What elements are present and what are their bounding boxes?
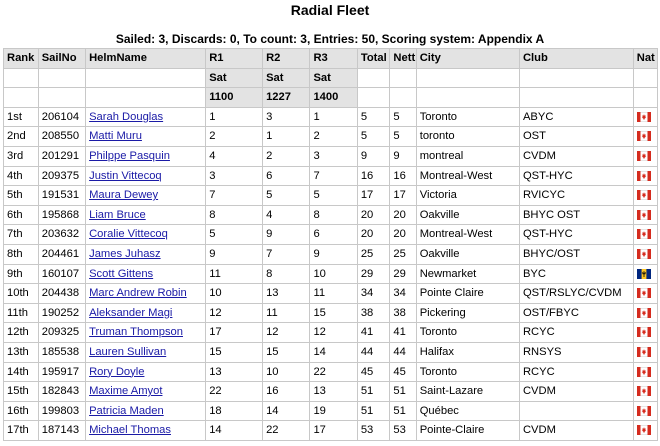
col-nat: Nat bbox=[634, 49, 657, 68]
city-cell: Montreal-West bbox=[417, 167, 519, 186]
sailno-cell: 209375 bbox=[39, 167, 85, 186]
total-cell: 53 bbox=[358, 421, 390, 440]
sailno-cell: 204461 bbox=[39, 245, 85, 264]
sailno-cell: 199803 bbox=[39, 402, 85, 421]
nat-cell bbox=[634, 245, 657, 264]
col-club: Club bbox=[520, 49, 633, 68]
r3-cell: 14 bbox=[310, 343, 356, 362]
r3-cell: 19 bbox=[310, 402, 356, 421]
r1-cell: 14 bbox=[206, 421, 262, 440]
city-cell: Montreal-West bbox=[417, 225, 519, 244]
total-cell: 51 bbox=[358, 402, 390, 421]
helm-cell bbox=[86, 186, 205, 205]
series-summary: Sailed: 3, Discards: 0, To count: 3, Entries: 50, Scoring system: Appendix A bbox=[115, 32, 545, 46]
club-cell: BHYC/OST bbox=[520, 245, 633, 264]
total-cell: 44 bbox=[358, 343, 390, 362]
barbados-flag-icon bbox=[637, 269, 651, 279]
rank-cell: 6th bbox=[4, 206, 38, 225]
helm-link[interactable]: Lauren Sullivan bbox=[89, 345, 167, 358]
r2-cell: 4 bbox=[263, 206, 309, 225]
sailno-cell: 187143 bbox=[39, 421, 85, 440]
r2-cell: 9 bbox=[263, 225, 309, 244]
nett-cell: 45 bbox=[390, 363, 415, 382]
header-row bbox=[4, 49, 657, 68]
total-cell: 45 bbox=[358, 363, 390, 382]
city-cell: Toronto bbox=[417, 108, 519, 127]
rank-cell: 3rd bbox=[4, 147, 38, 166]
sailno-cell: 182843 bbox=[39, 382, 85, 401]
helm-cell bbox=[86, 127, 205, 146]
table-row bbox=[4, 206, 657, 225]
club-cell: OST/FBYC bbox=[520, 304, 633, 323]
r2-cell: 15 bbox=[263, 343, 309, 362]
nat-cell bbox=[634, 225, 657, 244]
club-cell: QST-HYC bbox=[520, 167, 633, 186]
nett-cell: 17 bbox=[390, 186, 415, 205]
sailno-cell: 203632 bbox=[39, 225, 85, 244]
r1-cell: 10 bbox=[206, 284, 262, 303]
table-row bbox=[4, 265, 657, 284]
canada-flag-icon bbox=[637, 288, 651, 298]
total-cell: 51 bbox=[358, 382, 390, 401]
table-row bbox=[4, 382, 657, 401]
sailno-cell: 201291 bbox=[39, 147, 85, 166]
r2-cell: 12 bbox=[263, 323, 309, 342]
nat-cell bbox=[634, 167, 657, 186]
city-cell: Pointe-Claire bbox=[417, 421, 519, 440]
r3-cell: 2 bbox=[310, 127, 356, 146]
r1-cell: 22 bbox=[206, 382, 262, 401]
r3-cell: 3 bbox=[310, 147, 356, 166]
helm-cell bbox=[86, 225, 205, 244]
nett-cell: 20 bbox=[390, 225, 415, 244]
table-row bbox=[4, 323, 657, 342]
r1-cell: 7 bbox=[206, 186, 262, 205]
nat-cell bbox=[634, 343, 657, 362]
nett-cell: 38 bbox=[390, 304, 415, 323]
r1-cell: 17 bbox=[206, 323, 262, 342]
r2-cell: 2 bbox=[263, 147, 309, 166]
nat-cell bbox=[634, 265, 657, 284]
helm-link[interactable]: Michael Thomas bbox=[89, 424, 171, 437]
helm-link[interactable]: Marc Andrew Robin bbox=[89, 287, 187, 300]
club-cell: RCYC bbox=[520, 363, 633, 382]
helm-cell bbox=[86, 245, 205, 264]
nat-cell bbox=[634, 382, 657, 401]
sailno-cell: 195917 bbox=[39, 363, 85, 382]
nett-cell: 34 bbox=[390, 284, 415, 303]
r3-day: Sat bbox=[310, 69, 356, 88]
rank-cell: 1st bbox=[4, 108, 38, 127]
helm-cell bbox=[86, 343, 205, 362]
r2-cell: 16 bbox=[263, 382, 309, 401]
col-nett: Nett bbox=[390, 49, 415, 68]
r3-cell: 8 bbox=[310, 206, 356, 225]
helm-cell bbox=[86, 284, 205, 303]
helm-link[interactable]: James Juhasz bbox=[89, 247, 161, 260]
table-row bbox=[4, 304, 657, 323]
nat-cell bbox=[634, 147, 657, 166]
col-r2: R2 bbox=[263, 49, 309, 68]
helm-link[interactable]: Matti Muru bbox=[89, 130, 142, 143]
results-table bbox=[3, 48, 658, 441]
rank-cell: 15th bbox=[4, 382, 38, 401]
nat-cell bbox=[634, 304, 657, 323]
city-cell: Pointe Claire bbox=[417, 284, 519, 303]
table-row bbox=[4, 245, 657, 264]
table-row bbox=[4, 402, 657, 421]
r1-cell: 1 bbox=[206, 108, 262, 127]
r2-cell: 1 bbox=[263, 127, 309, 146]
r3-cell: 22 bbox=[310, 363, 356, 382]
race-time-row bbox=[4, 88, 657, 107]
r3-cell: 9 bbox=[310, 245, 356, 264]
total-cell: 5 bbox=[358, 108, 390, 127]
canada-flag-icon bbox=[637, 112, 651, 122]
club-cell: BYC bbox=[520, 265, 633, 284]
club-cell: CVDM bbox=[520, 147, 633, 166]
r3-cell: 7 bbox=[310, 167, 356, 186]
r1-cell: 13 bbox=[206, 363, 262, 382]
table-row bbox=[4, 147, 657, 166]
r3-cell: 15 bbox=[310, 304, 356, 323]
city-cell: montreal bbox=[417, 147, 519, 166]
nat-cell bbox=[634, 363, 657, 382]
r1-cell: 4 bbox=[206, 147, 262, 166]
city-cell: Québec bbox=[417, 402, 519, 421]
city-cell: Oakville bbox=[417, 245, 519, 264]
sailno-cell: 191531 bbox=[39, 186, 85, 205]
rank-cell: 7th bbox=[4, 225, 38, 244]
r1-day: Sat bbox=[206, 69, 262, 88]
rank-cell: 8th bbox=[4, 245, 38, 264]
helm-cell bbox=[86, 265, 205, 284]
nett-cell: 9 bbox=[390, 147, 415, 166]
nat-cell bbox=[634, 284, 657, 303]
helm-link[interactable]: Rory Doyle bbox=[89, 365, 145, 378]
total-cell: 29 bbox=[358, 265, 390, 284]
club-cell: BHYC OST bbox=[520, 206, 633, 225]
r3-cell: 6 bbox=[310, 225, 356, 244]
table-row bbox=[4, 225, 657, 244]
helm-link[interactable]: Patricia Maden bbox=[89, 404, 164, 417]
r3-cell: 12 bbox=[310, 323, 356, 342]
nett-cell: 53 bbox=[390, 421, 415, 440]
r2-cell: 11 bbox=[263, 304, 309, 323]
club-cell: CVDM bbox=[520, 382, 633, 401]
sailno-cell: 208550 bbox=[39, 127, 85, 146]
canada-flag-icon bbox=[637, 327, 651, 337]
canada-flag-icon bbox=[637, 131, 651, 141]
city-cell: Halifax bbox=[417, 343, 519, 362]
r2-cell: 14 bbox=[263, 402, 309, 421]
total-cell: 25 bbox=[358, 245, 390, 264]
canada-flag-icon bbox=[637, 210, 651, 220]
rank-cell: 17th bbox=[4, 421, 38, 440]
rank-cell: 13th bbox=[4, 343, 38, 362]
table-row bbox=[4, 108, 657, 127]
city-cell: Pickering bbox=[417, 304, 519, 323]
sailno-cell: 185538 bbox=[39, 343, 85, 362]
club-cell: RCYC bbox=[520, 323, 633, 342]
helm-cell bbox=[86, 147, 205, 166]
city-cell: Saint-Lazare bbox=[417, 382, 519, 401]
page-title: Radial Fleet bbox=[290, 2, 370, 18]
helm-cell bbox=[86, 382, 205, 401]
col-rank: Rank bbox=[4, 49, 38, 68]
table-row bbox=[4, 127, 657, 146]
helm-cell bbox=[86, 108, 205, 127]
helm-link[interactable]: Aleksander Magi bbox=[89, 306, 173, 319]
helm-link[interactable]: Philppe Pasquin bbox=[89, 149, 170, 162]
helm-cell bbox=[86, 167, 205, 186]
race-day-row bbox=[4, 69, 657, 88]
city-cell: Toronto bbox=[417, 323, 519, 342]
nett-cell: 20 bbox=[390, 206, 415, 225]
r1-cell: 18 bbox=[206, 402, 262, 421]
r1-cell: 3 bbox=[206, 167, 262, 186]
rank-cell: 4th bbox=[4, 167, 38, 186]
sailno-cell: 195868 bbox=[39, 206, 85, 225]
r1-cell: 5 bbox=[206, 225, 262, 244]
total-cell: 17 bbox=[358, 186, 390, 205]
nat-cell bbox=[634, 402, 657, 421]
city-cell: Toronto bbox=[417, 363, 519, 382]
r3-time: 1400 bbox=[310, 88, 356, 107]
helm-cell bbox=[86, 421, 205, 440]
nett-cell: 41 bbox=[390, 323, 415, 342]
r3-cell: 13 bbox=[310, 382, 356, 401]
r1-cell: 11 bbox=[206, 265, 262, 284]
total-cell: 5 bbox=[358, 127, 390, 146]
table-row bbox=[4, 167, 657, 186]
r1-cell: 12 bbox=[206, 304, 262, 323]
r2-cell: 13 bbox=[263, 284, 309, 303]
nett-cell: 5 bbox=[390, 108, 415, 127]
table-row bbox=[4, 421, 657, 440]
helm-link[interactable]: Coralie Vittecoq bbox=[89, 228, 168, 241]
nett-cell: 25 bbox=[390, 245, 415, 264]
col-sailno: SailNo bbox=[39, 49, 85, 68]
canada-flag-icon bbox=[637, 229, 651, 239]
total-cell: 20 bbox=[358, 206, 390, 225]
total-cell: 16 bbox=[358, 167, 390, 186]
nat-cell bbox=[634, 108, 657, 127]
r3-cell: 10 bbox=[310, 265, 356, 284]
canada-flag-icon bbox=[637, 249, 651, 259]
r3-cell: 5 bbox=[310, 186, 356, 205]
table-row bbox=[4, 284, 657, 303]
canada-flag-icon bbox=[637, 308, 651, 318]
nett-cell: 16 bbox=[390, 167, 415, 186]
club-cell: QST-HYC bbox=[520, 225, 633, 244]
city-cell: toronto bbox=[417, 127, 519, 146]
r3-cell: 17 bbox=[310, 421, 356, 440]
helm-link[interactable]: Justin Vittecoq bbox=[89, 169, 162, 182]
helm-cell bbox=[86, 323, 205, 342]
r2-cell: 6 bbox=[263, 167, 309, 186]
r3-cell: 11 bbox=[310, 284, 356, 303]
club-cell: OST bbox=[520, 127, 633, 146]
canada-flag-icon bbox=[637, 406, 651, 416]
nat-cell bbox=[634, 421, 657, 440]
rank-cell: 14th bbox=[4, 363, 38, 382]
col-r3: R3 bbox=[310, 49, 356, 68]
nett-cell: 51 bbox=[390, 382, 415, 401]
rank-cell: 11th bbox=[4, 304, 38, 323]
r2-cell: 8 bbox=[263, 265, 309, 284]
sailno-cell: 204438 bbox=[39, 284, 85, 303]
club-cell: RNSYS bbox=[520, 343, 633, 362]
rank-cell: 10th bbox=[4, 284, 38, 303]
nat-cell bbox=[634, 206, 657, 225]
r2-cell: 10 bbox=[263, 363, 309, 382]
club-cell bbox=[520, 402, 633, 421]
canada-flag-icon bbox=[637, 347, 651, 357]
canada-flag-icon bbox=[637, 171, 651, 181]
club-cell: QST/RSLYC/CVDM bbox=[520, 284, 633, 303]
total-cell: 20 bbox=[358, 225, 390, 244]
r2-day: Sat bbox=[263, 69, 309, 88]
nat-cell bbox=[634, 323, 657, 342]
total-cell: 9 bbox=[358, 147, 390, 166]
table-row bbox=[4, 343, 657, 362]
rank-cell: 2nd bbox=[4, 127, 38, 146]
nett-cell: 51 bbox=[390, 402, 415, 421]
r2-time: 1227 bbox=[263, 88, 309, 107]
helm-link[interactable]: Sarah Douglas bbox=[89, 110, 164, 123]
club-cell: RVICYC bbox=[520, 186, 633, 205]
rank-cell: 12th bbox=[4, 323, 38, 342]
rank-cell: 5th bbox=[4, 186, 38, 205]
r2-cell: 3 bbox=[263, 108, 309, 127]
r2-cell: 5 bbox=[263, 186, 309, 205]
col-r1: R1 bbox=[206, 49, 262, 68]
rank-cell: 9th bbox=[4, 265, 38, 284]
sailno-cell: 209325 bbox=[39, 323, 85, 342]
helm-link[interactable]: Truman Thompson bbox=[89, 326, 183, 339]
total-cell: 38 bbox=[358, 304, 390, 323]
canada-flag-icon bbox=[637, 151, 651, 161]
helm-link[interactable]: Liam Bruce bbox=[89, 208, 146, 221]
club-cell: CVDM bbox=[520, 421, 633, 440]
helm-cell bbox=[86, 304, 205, 323]
nett-cell: 44 bbox=[390, 343, 415, 362]
city-cell: Victoria bbox=[417, 186, 519, 205]
r2-cell: 7 bbox=[263, 245, 309, 264]
club-cell: ABYC bbox=[520, 108, 633, 127]
r1-cell: 8 bbox=[206, 206, 262, 225]
nett-cell: 5 bbox=[390, 127, 415, 146]
helm-cell bbox=[86, 402, 205, 421]
sailno-cell: 160107 bbox=[39, 265, 85, 284]
total-cell: 41 bbox=[358, 323, 390, 342]
col-city: City bbox=[417, 49, 519, 68]
nett-cell: 29 bbox=[390, 265, 415, 284]
city-cell: Oakville bbox=[417, 206, 519, 225]
helm-cell bbox=[86, 363, 205, 382]
nat-cell bbox=[634, 127, 657, 146]
canada-flag-icon bbox=[637, 367, 651, 377]
table-row bbox=[4, 186, 657, 205]
city-cell: Newmarket bbox=[417, 265, 519, 284]
r1-cell: 9 bbox=[206, 245, 262, 264]
col-total: Total bbox=[358, 49, 390, 68]
canada-flag-icon bbox=[637, 190, 651, 200]
total-cell: 34 bbox=[358, 284, 390, 303]
helm-link[interactable]: Scott Gittens bbox=[89, 267, 154, 280]
r1-time: 1100 bbox=[206, 88, 262, 107]
nat-cell bbox=[634, 186, 657, 205]
table-row bbox=[4, 363, 657, 382]
sailno-cell: 190252 bbox=[39, 304, 85, 323]
helm-link[interactable]: Maura Dewey bbox=[89, 189, 159, 202]
helm-cell bbox=[86, 206, 205, 225]
r1-cell: 2 bbox=[206, 127, 262, 146]
r2-cell: 22 bbox=[263, 421, 309, 440]
r1-cell: 15 bbox=[206, 343, 262, 362]
canada-flag-icon bbox=[637, 425, 651, 435]
rank-cell: 16th bbox=[4, 402, 38, 421]
canada-flag-icon bbox=[637, 386, 651, 396]
r3-cell: 1 bbox=[310, 108, 356, 127]
col-helmname: HelmName bbox=[86, 49, 205, 68]
sailno-cell: 206104 bbox=[39, 108, 85, 127]
helm-link[interactable]: Maxime Amyot bbox=[89, 385, 163, 398]
